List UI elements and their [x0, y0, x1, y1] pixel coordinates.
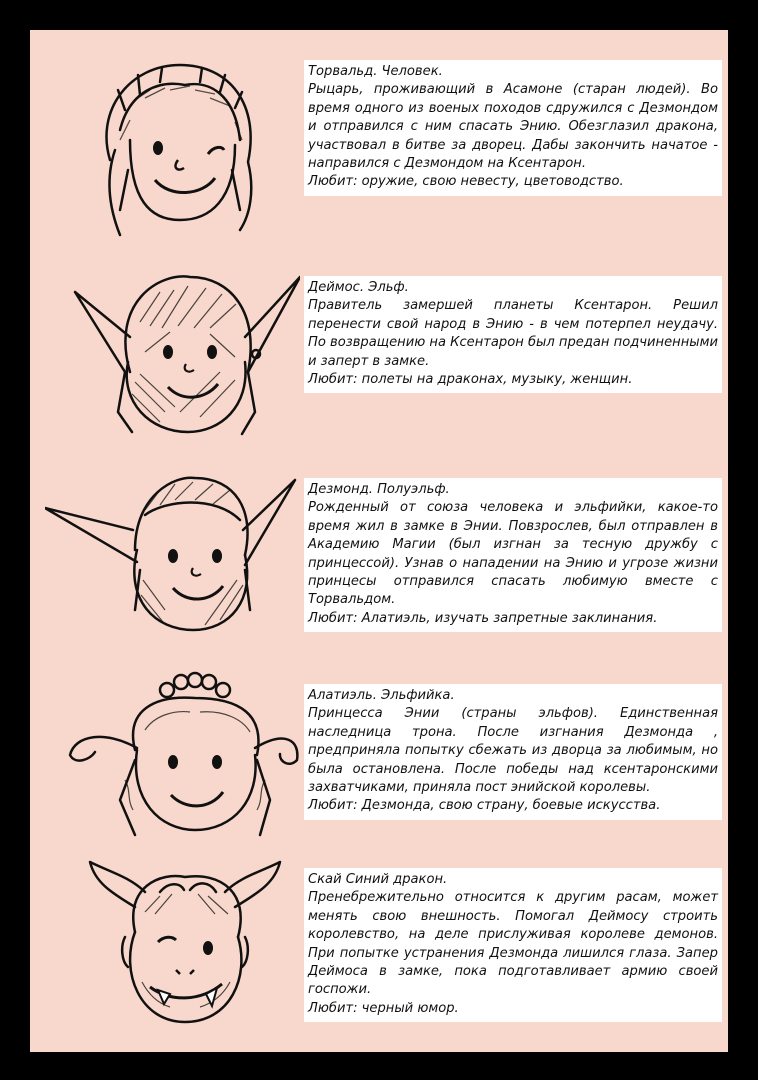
bio-alatiel [304, 684, 722, 820]
character-name: Дезмонд. Полуэльф. [308, 482, 450, 497]
bio-deimos [304, 276, 722, 393]
character-description: Правитель замершей планеты Ксентарон. Решил перенести свой народ в Энию - в чем потерпел неудачу. По возвращению на Ксентарон был предан подчиненными и заперт в замке. [308, 298, 718, 369]
character-likes: Любит: Алатиэль, изучать запретные заклинания. [308, 610, 658, 626]
character-description: Принцесса Энии (страны эльфов). Единственная наследница трона. После изгнания Дезмонда , предприняла попытку сбежать из дворца за любимым, но была остановлена. После победы над ксентаронскими захватчиками, приняла пост энийской королевы. [308, 706, 718, 796]
portrait-deimos [70, 262, 300, 452]
portrait-sky [80, 852, 290, 1042]
character-name: Деймос. Эльф. [308, 280, 409, 295]
bio-sky [304, 868, 722, 1022]
character-name: Скай Синий дракон. [308, 872, 448, 887]
character-sheet [30, 30, 728, 1052]
character-description: Рыцарь, проживающий в Асамоне (старан людей). Во время одного из военых походов сдружился с Дезмондом и отправился с ним спасать Энию. Обезглазил дракона, участвовал в битве за дворец. Дабы закончить начатое - направился с Дезмондом на Ксентарон. [308, 82, 718, 172]
character-description: Пренебрежительно относится к другим расам, может менять свою внешность. Помогал Деймосу строить королевство, на деле прислуживая королеве демонов. При попытке устранения Дезмонда лишился глаза. Запер Деймоса в замке, пока подготавливает армию своей госпожи. [308, 890, 718, 998]
character-description: Рожденный от союза человека и эльфийки, какое-то время жил в замке в Энии. Повзрослев, был отправлен в Академию Магии (был изгнан за тесную дружбу с принцессой). Узнав о нападении на Энию и угрозе жизни принцесы отправился спасать любимую вместе с Торвальдом. [308, 500, 718, 608]
character-likes: Любит: черный юмор. [308, 1000, 459, 1016]
character-likes: Любит: полеты на драконах, музыку, женщин. [308, 372, 633, 388]
portrait-desmond [45, 470, 305, 640]
character-likes: Любит: Дезмонда, свою страну, боевые искусства. [308, 798, 661, 814]
bio-torvald [304, 60, 722, 196]
character-name: Торвальд. Человек. [308, 64, 443, 79]
portrait-torvald [90, 50, 270, 250]
portrait-alatiel [65, 670, 305, 850]
bio-desmond [304, 478, 722, 632]
character-name: Алатиэль. Эльфийка. [308, 688, 455, 703]
character-likes: Любит: оружие, свою невесту, цветоводство. [308, 174, 624, 190]
